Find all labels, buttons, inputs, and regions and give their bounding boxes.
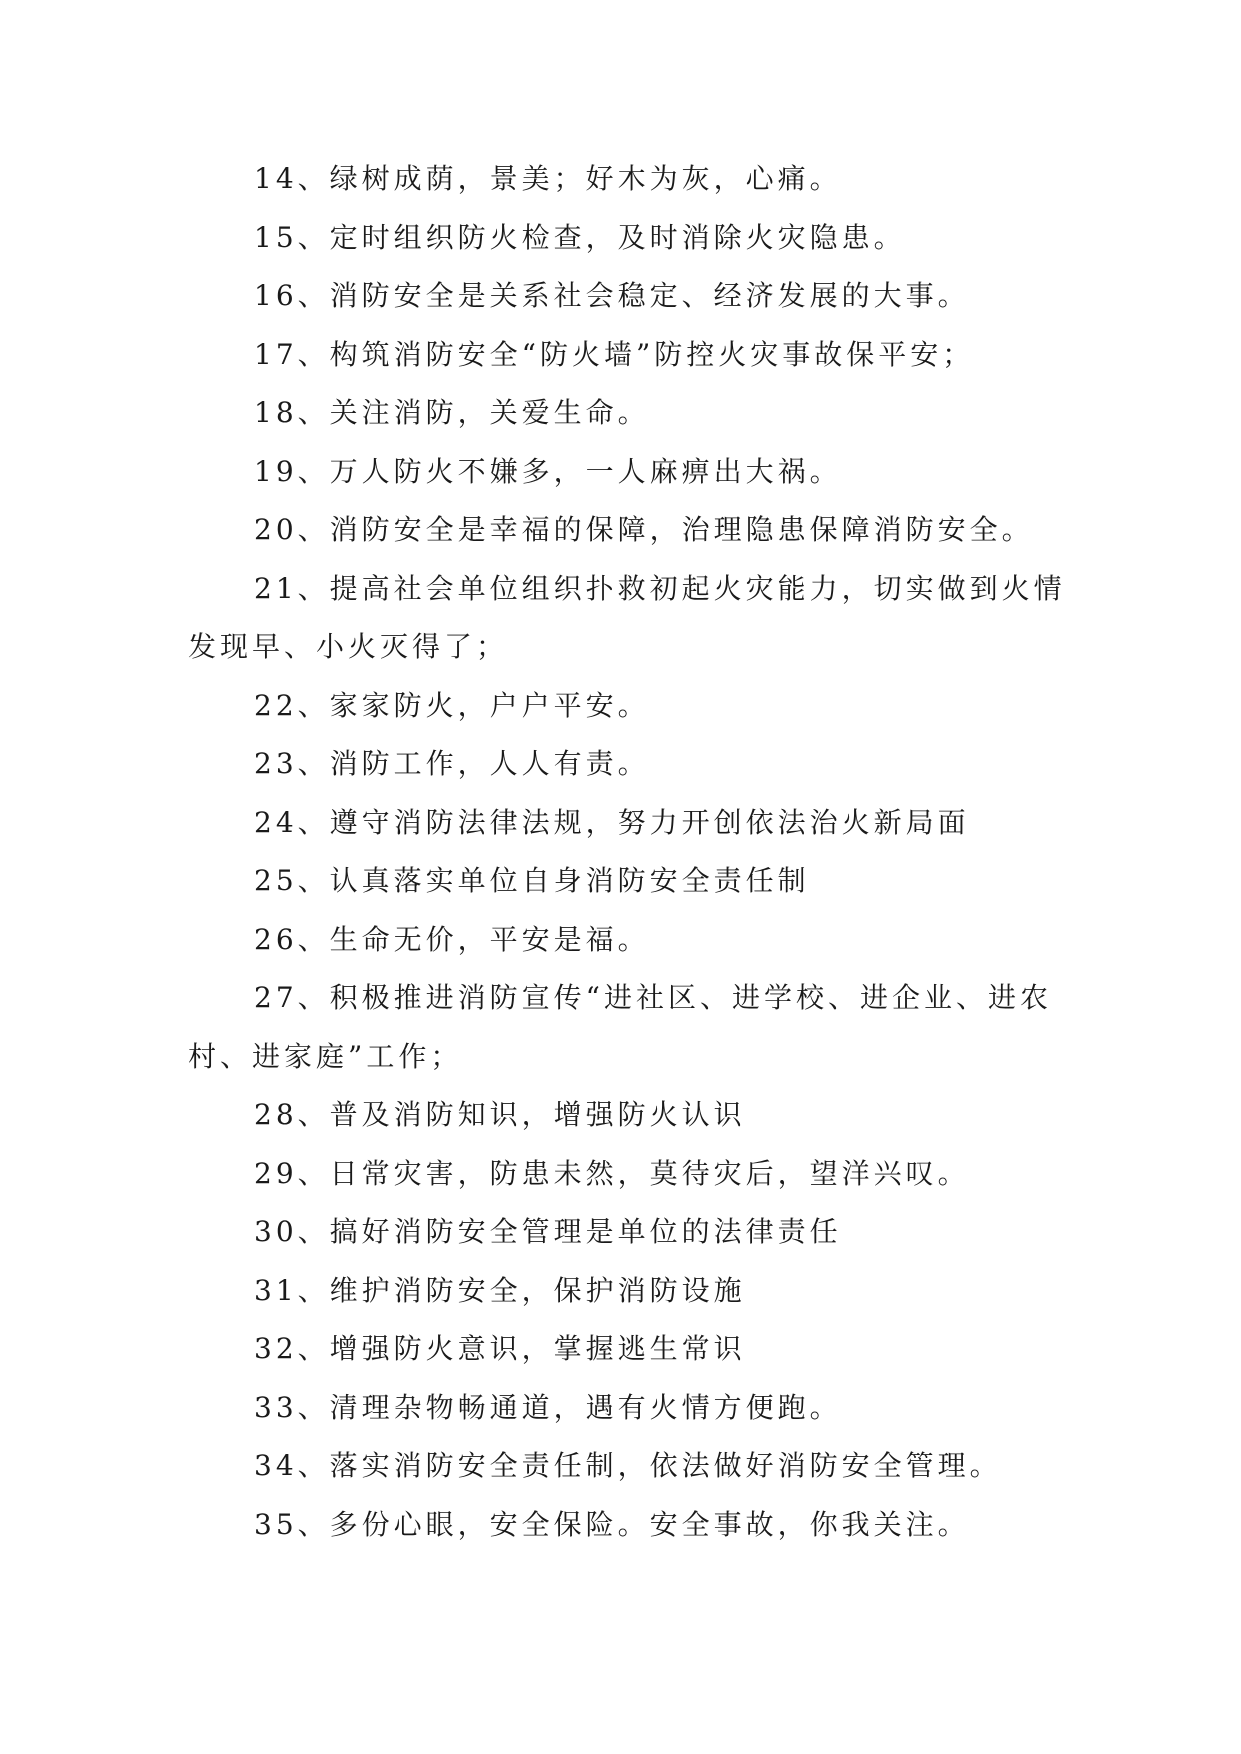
list-item: 25、认真落实单位自身消防安全责任制 bbox=[254, 864, 810, 897]
list-item: 16、消防安全是关系社会稳定、经济发展的大事。 bbox=[254, 279, 970, 312]
list-item: 18、关注消防，关爱生命。 bbox=[254, 396, 650, 429]
list-item: 31、维护消防安全，保护消防设施 bbox=[254, 1273, 746, 1307]
slogan-list bbox=[188, 150, 1068, 1554]
list-item: 33、清理杂物畅通道，遇有火情方便跑。 bbox=[254, 1390, 842, 1424]
list-item: 19、万人防火不嫌多，一人麻痹出大祸。 bbox=[254, 454, 842, 488]
list-item: 15、定时组织防火检查，及时消除火灾隐患。 bbox=[254, 220, 906, 254]
list-item: 32、增强防火意识，掌握逃生常识 bbox=[254, 1332, 746, 1365]
list-item: 34、落实消防安全责任制，依法做好消防安全管理。 bbox=[254, 1449, 1002, 1482]
list-item: 22、家家防火，户户平安。 bbox=[254, 688, 650, 722]
list-item: 23、消防工作，人人有责。 bbox=[254, 747, 650, 780]
list-item: 30、搞好消防安全管理是单位的法律责任 bbox=[254, 1215, 842, 1248]
list-item: 29、日常灾害，防患未然，莫待灾后，望洋兴叹。 bbox=[254, 1156, 970, 1190]
list-item: 20、消防安全是幸福的保障，治理隐患保障消防安全。 bbox=[254, 513, 1034, 546]
list-item: 21、提高社会单位组织扑救初起火灾能力，切实做到火情发现早、小火灭得了； bbox=[188, 571, 1066, 663]
list-item: 28、普及消防知识，增强防火认识 bbox=[254, 1098, 746, 1131]
list-item: 17、构筑消防安全“防火墙”防控火灾事故保平安； bbox=[254, 337, 975, 371]
list-item: 26、生命无价，平安是福。 bbox=[254, 922, 650, 956]
list-item: 24、遵守消防法律法规，努力开创依法治火新局面 bbox=[254, 805, 970, 839]
list-item: 27、积极推进消防宣传“进社区、进学校、进企业、进农村、进家庭”工作； bbox=[188, 981, 1052, 1073]
list-item: 14、绿树成荫，景美；好木为灰，心痛。 bbox=[254, 162, 842, 195]
list-item: 35、多份心眼，安全保险。安全事故，你我关注。 bbox=[254, 1507, 970, 1541]
